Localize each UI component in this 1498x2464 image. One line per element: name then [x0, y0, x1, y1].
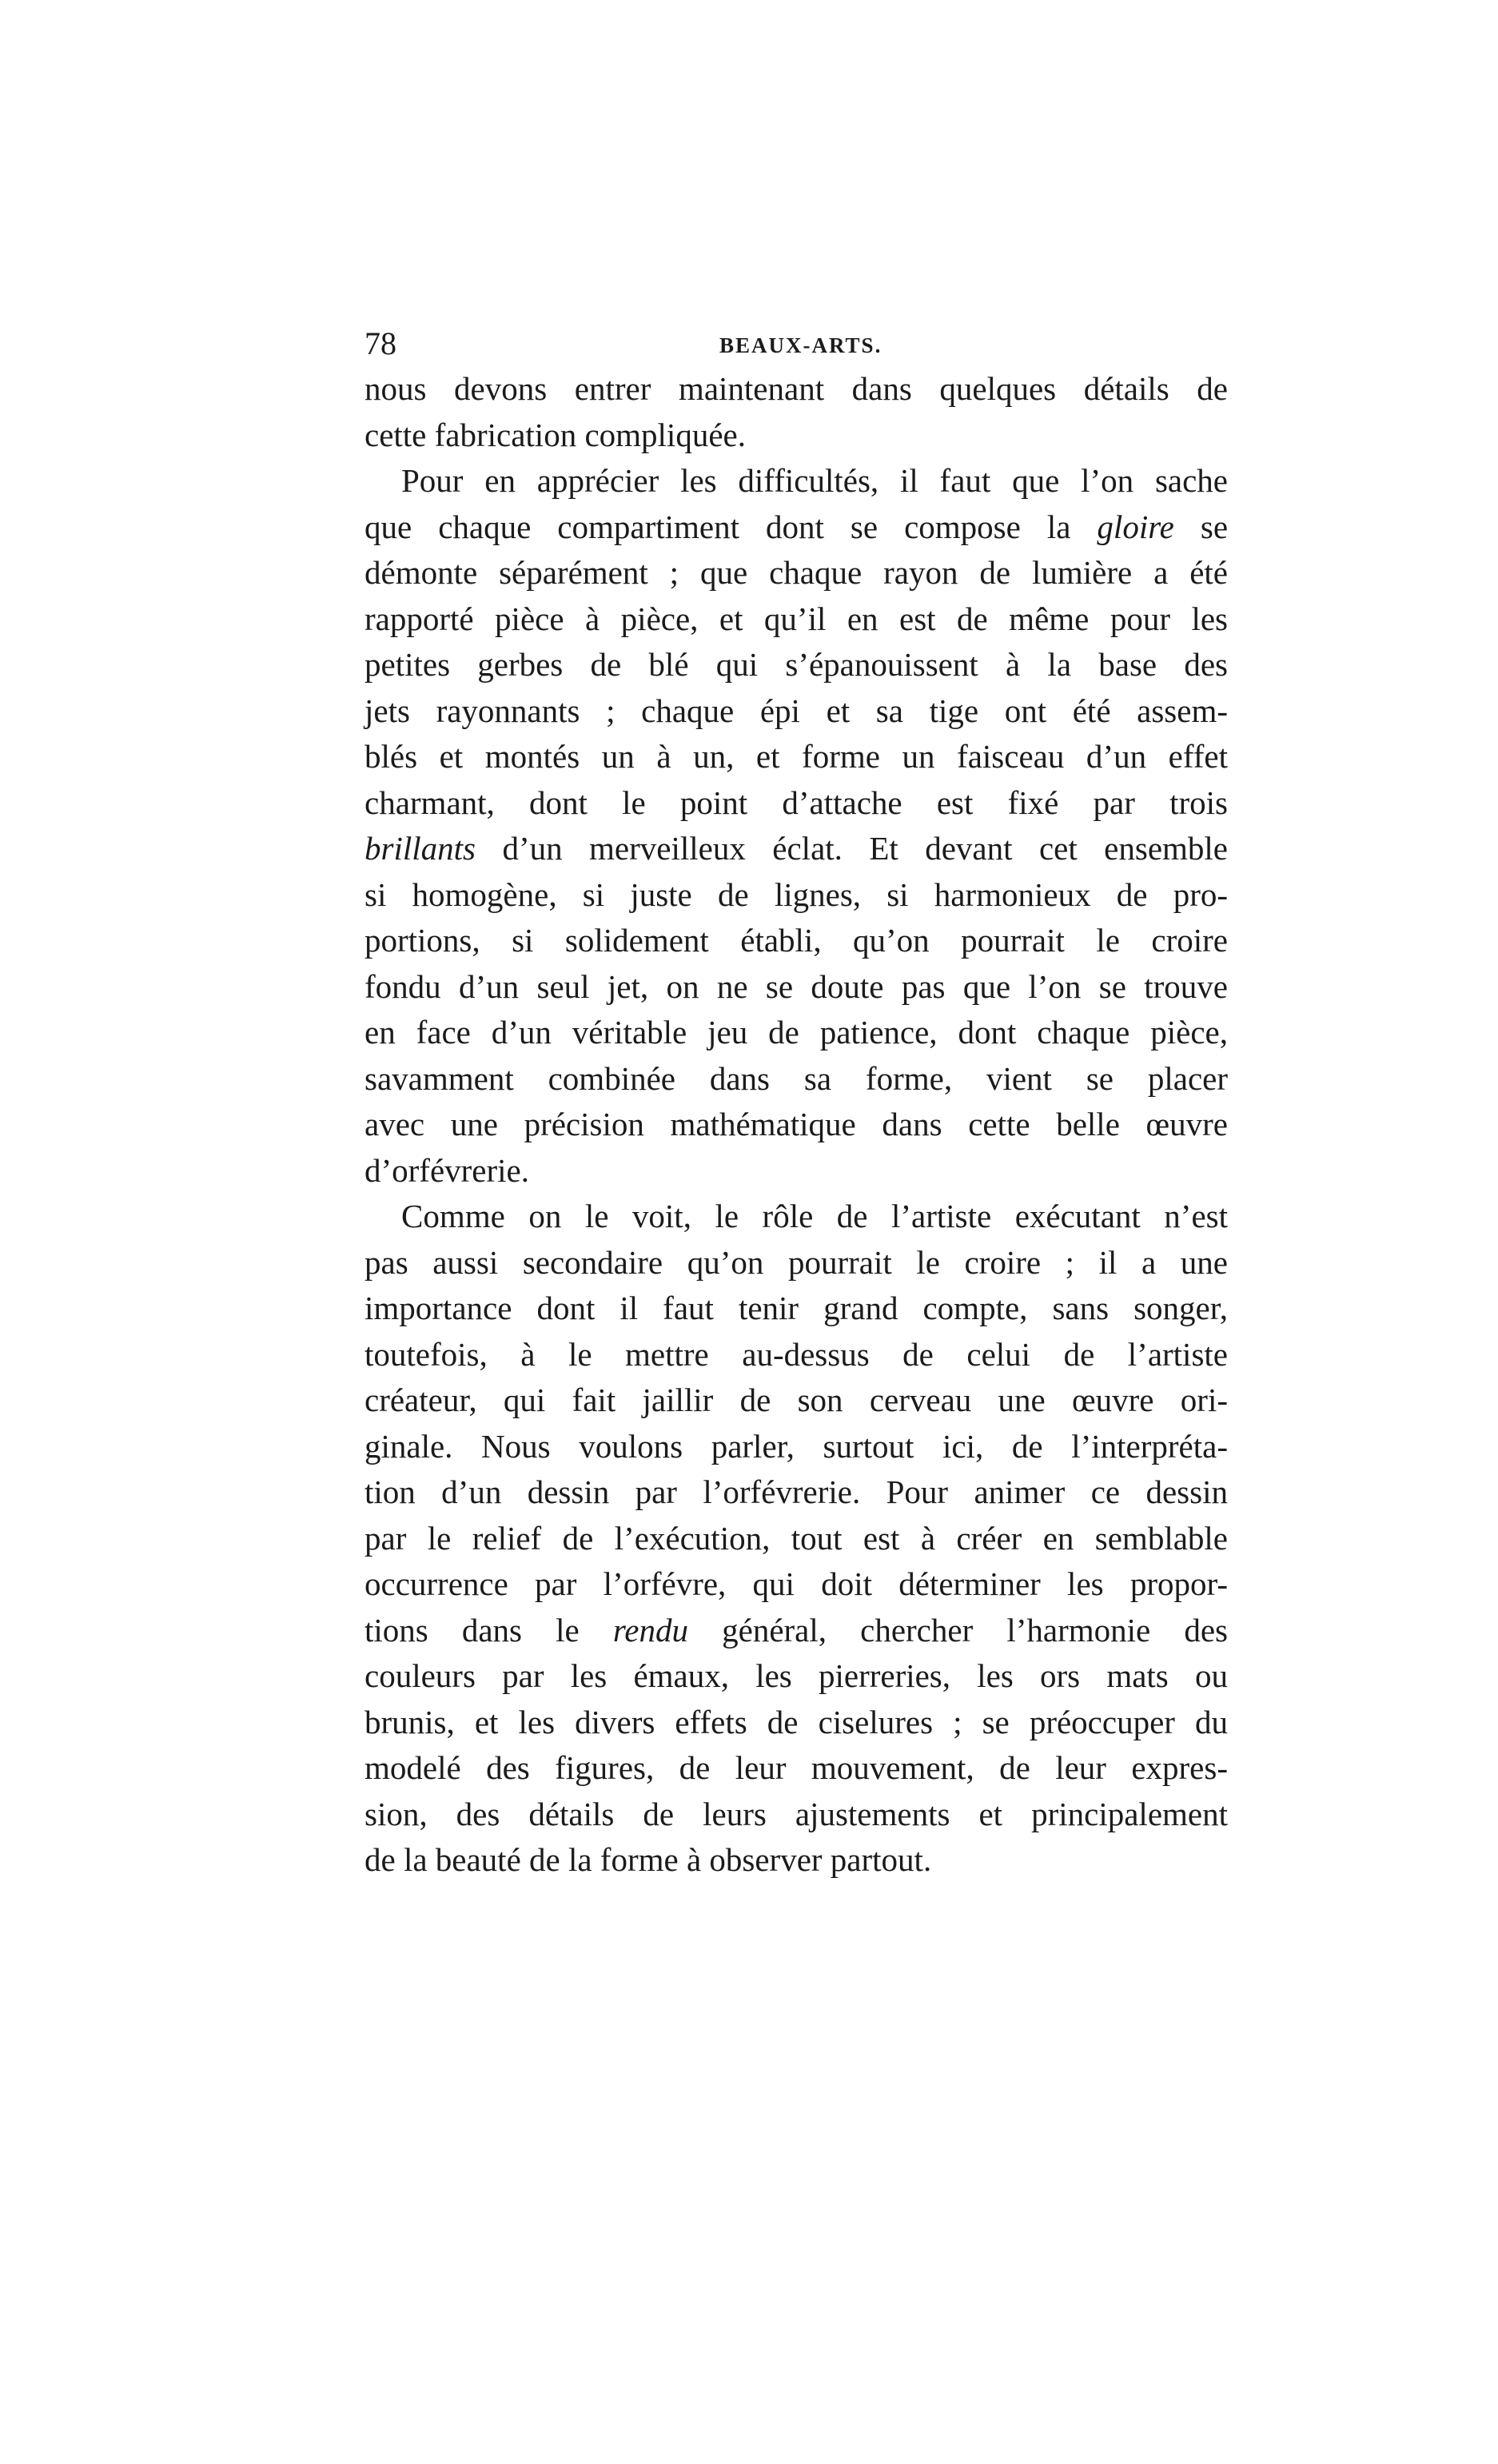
text-line: cette fabrication compliquée.: [365, 416, 746, 453]
italic-term: rendu: [612, 1611, 688, 1649]
running-title: BEAUX-ARTS.: [719, 333, 882, 357]
text-line: fondu d’un seul jet, on ne se doute pas que l’on se trouve: [365, 967, 1228, 1005]
text-line: modelé des figures, de leur mouvement, de leur expres-: [365, 1749, 1228, 1786]
text-line: par le relief de l’exécution, tout est à créer en semblable: [365, 1519, 1228, 1557]
text-line: d’orfévrerie.: [365, 1151, 530, 1189]
page-header: [365, 320, 1228, 368]
text-line: pas aussi secondaire qu’on pourrait le croire ; il a une: [365, 1243, 1228, 1281]
page-number: 78: [365, 325, 396, 361]
italic-term: gloire: [1097, 508, 1174, 545]
text-line: Comme on le voit, le rôle de l’artiste exécutant n’est: [401, 1198, 1228, 1234]
italic-term: brillants: [365, 830, 476, 867]
text-run: que chaque compartiment dont se compose la: [365, 508, 1071, 545]
text-line: démonte séparément ; que chaque rayon de lumière a été: [365, 554, 1228, 591]
text-line: si homogène, si juste de lignes, si harmonieux de pro-: [365, 875, 1228, 913]
text-line: toutefois, à le mettre au-dessus de celui de l’artiste: [365, 1335, 1228, 1373]
text-line: savamment combinée dans sa forme, vient se placer: [365, 1059, 1228, 1097]
text-line: jets rayonnants ; chaque épi et sa tige ont été assem-: [365, 692, 1228, 729]
text-line: blés et montés un à un, et forme un faisceau d’un effet: [365, 738, 1228, 775]
text-line: en face d’un véritable jeu de patience, dont chaque pièce,: [365, 1014, 1228, 1051]
text-line: occurrence par l’orfévre, qui doit déterminer les propor-: [365, 1565, 1228, 1602]
text-line: créateur, qui fait jaillir de son cerveau une œuvre ori-: [365, 1382, 1228, 1418]
text-line: Pour en apprécier les difficultés, il faut que l’on sache: [401, 462, 1228, 499]
text-line: couleurs par les émaux, les pierreries, les ors mats ou: [365, 1657, 1228, 1694]
text-line: rapporté pièce à pièce, et qu’il en est de même pour les: [365, 600, 1228, 637]
text-line: brunis, et les divers effets de ciselures ; se préoccuper du: [365, 1703, 1228, 1740]
text-line: ginale. Nous voulons parler, surtout ici, de l’interpréta-: [365, 1427, 1228, 1465]
text-line: de la beauté de la forme à observer partout.: [365, 1841, 932, 1878]
text-line: charmant, dont le point d’attache est fixé par trois: [365, 783, 1228, 821]
text-run: d’un merveilleux éclat. Et devant cet ensemble: [502, 830, 1229, 867]
text-run: tions dans le: [365, 1611, 580, 1649]
text-line: [365, 504, 1228, 551]
text-line: nous devons entrer maintenant dans quelques détails de: [365, 370, 1228, 407]
text-line: importance dont il faut tenir grand compte, sans songer,: [365, 1290, 1228, 1326]
text-run: se: [1200, 508, 1229, 545]
text-line: [365, 1608, 1228, 1654]
text-line: avec une précision mathématique dans cette belle œuvre: [365, 1106, 1228, 1142]
text-line: sion, des détails de leurs ajustements et principalement: [365, 1795, 1228, 1832]
text-run: général, chercher l’harmonie des: [722, 1611, 1229, 1649]
text-line: tion d’un dessin par l’orfévrerie. Pour animer ce dessin: [365, 1473, 1228, 1510]
text-line: portions, si solidement établi, qu’on pourrait le croire: [365, 922, 1228, 959]
text-line: petites gerbes de blé qui s’épanouissent à la base des: [365, 646, 1228, 683]
text-line: [365, 826, 1228, 872]
body-text: [365, 366, 1228, 1884]
